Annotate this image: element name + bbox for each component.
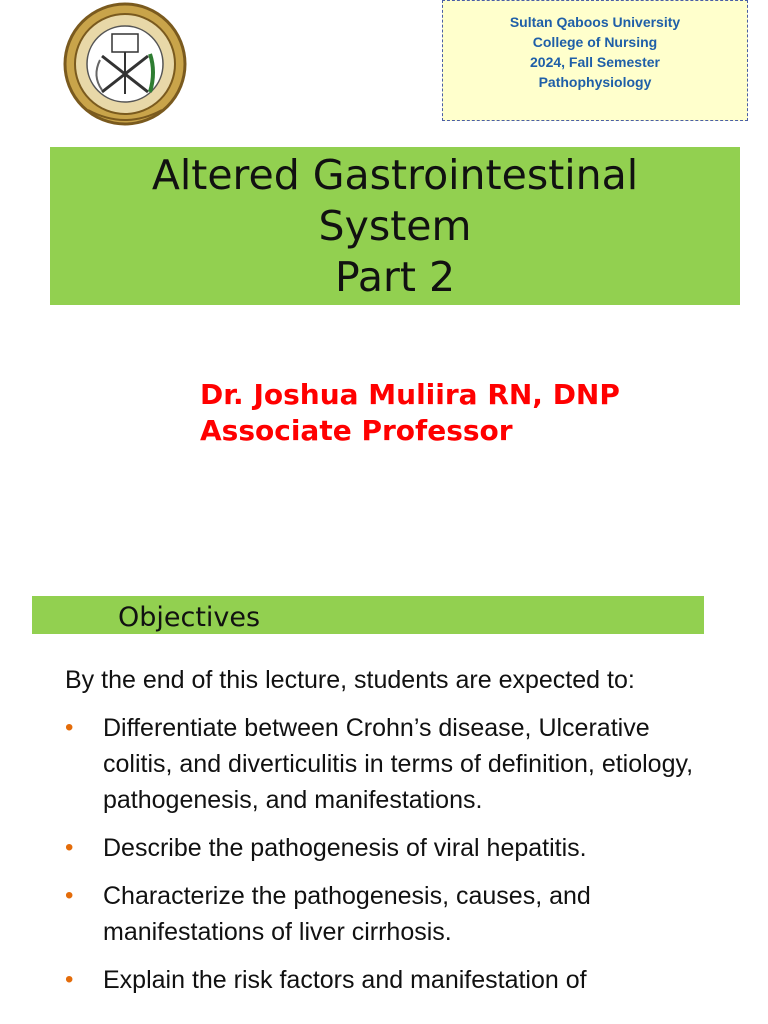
author-role: Associate Professor bbox=[200, 414, 513, 447]
university-name: Sultan Qaboos University bbox=[509, 14, 681, 30]
objective-item bbox=[65, 962, 705, 998]
title-line-3: Part 2 bbox=[334, 253, 456, 301]
bullet-icon: • bbox=[65, 966, 74, 993]
title-line-2: System bbox=[318, 202, 472, 250]
objectives-intro: By the end of this lecture, students are expected to: bbox=[65, 666, 635, 694]
objective-text: Explain the risk factors and manifestation of bbox=[103, 966, 587, 994]
semester: 2024, Fall Semester bbox=[530, 54, 660, 70]
objective-item bbox=[65, 878, 705, 950]
objective-text: Describe the pathogenesis of viral hepatitis. bbox=[103, 834, 587, 862]
author-name: Dr. Joshua Muliira RN, DNP bbox=[200, 378, 620, 411]
title-line-1: Altered Gastrointestinal bbox=[151, 151, 639, 199]
objective-item bbox=[65, 710, 705, 818]
bullet-icon: • bbox=[65, 882, 74, 909]
objective-item bbox=[65, 830, 705, 866]
objective-text: Differentiate between Crohn’s disease, Ulcerative colitis, and diverticulitis in terms of definition, etiology, pathogenesis, and manifestations. bbox=[103, 714, 694, 814]
objective-text: Characterize the pathogenesis, causes, and manifestations of liver cirrhosis. bbox=[103, 882, 591, 946]
lecture-title bbox=[50, 147, 740, 305]
objectives-list bbox=[65, 710, 705, 1010]
objectives-heading: Objectives bbox=[118, 602, 261, 633]
university-logo bbox=[58, 2, 192, 130]
college-name: College of Nursing bbox=[532, 34, 658, 50]
bullet-icon: • bbox=[65, 834, 74, 861]
bullet-icon: • bbox=[65, 714, 74, 741]
objectives-header bbox=[32, 596, 704, 634]
course-name: Pathophysiology bbox=[538, 74, 652, 90]
course-info-box bbox=[442, 0, 748, 121]
author-block bbox=[200, 377, 620, 449]
